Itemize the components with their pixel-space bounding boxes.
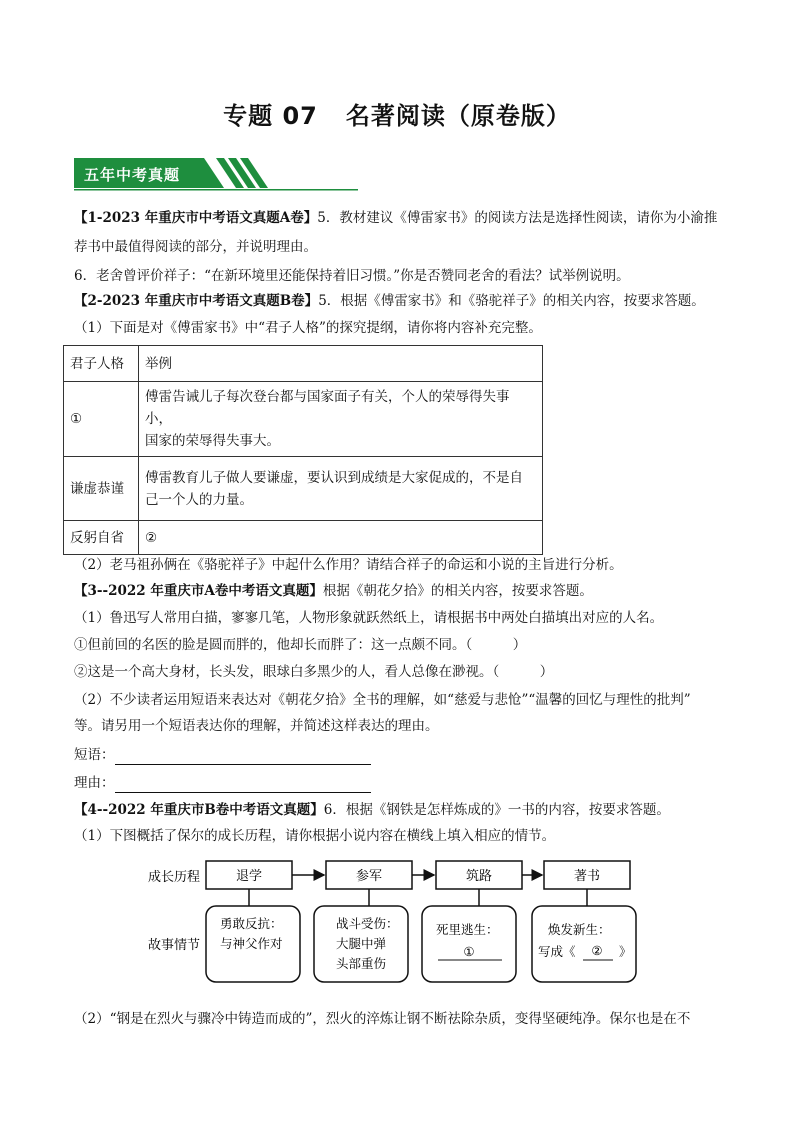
story-blank-marker: ② xyxy=(591,943,603,958)
stage-label: 筑路 xyxy=(465,869,493,884)
row-label-story: 故事情节 xyxy=(148,938,201,953)
growth-diagram xyxy=(140,856,650,990)
example-line: 国家的荣辱得失事大。 xyxy=(145,433,280,449)
story-text: 与神父作对 xyxy=(220,936,283,951)
junzi-table xyxy=(63,345,543,555)
q1-text: 5．教材建议《傅雷家书》的阅读方法是选择性阅读，请你为小渝推 xyxy=(317,210,718,226)
table-cell-example xyxy=(139,382,543,457)
table-cell-trait: 反躬自省 xyxy=(64,521,139,555)
q1-line1 xyxy=(74,208,717,228)
q3-item2: ②这是一个高大身材，长头发，眼球白多黑少的人，看人总像在渺视。（ ） xyxy=(74,664,554,680)
q3-sub2a: （2）不少读者运用短语来表达对《朝花夕拾》全书的理解，如“慈爱与悲怆”“温馨的回忆与理性的批判” xyxy=(74,692,691,708)
q2-sub1: （1）下面是对《傅雷家书》中“君子人格”的探究提纲，请你将内容补充完整。 xyxy=(74,320,542,336)
phrase-row xyxy=(74,745,371,765)
reason-label: 理由： xyxy=(74,775,115,791)
example-line: 己一个人的力量。 xyxy=(145,491,253,508)
q4-sub2: （2）“钢是在烈火与骤冷中铸造而成的”，烈火的淬炼让钢不断祛除杂质，变得坚硬纯净。保尔也是在不 xyxy=(74,1011,691,1027)
q4-sub1: （1）下图概括了保尔的成长历程，请你根据小说内容在横线上填入相应的情节。 xyxy=(74,828,556,844)
story-text: 大腿中弹 xyxy=(336,936,387,951)
q2-tag: 【2-2023 年重庆市中考语文真题B卷】 xyxy=(74,293,319,309)
q1-q6: 6．老舍曾评价祥子：“在新环境里还能保持着旧习惯。”你是否赞同老舍的看法？试举例说明。 xyxy=(74,268,630,284)
page-title xyxy=(0,96,794,131)
q4-text: 6．根据《钢铁是怎样炼成的》一书的内容，按要求答题。 xyxy=(323,802,670,818)
q2-sub2: （2）老马祖孙俩在《骆驼祥子》中起什么作用？请结合祥子的命运和小说的主旨进行分析。 xyxy=(74,557,623,573)
q1-tag: 【1-2023 年重庆市中考语文真题A卷】 xyxy=(74,210,318,226)
q4-line1 xyxy=(74,800,670,820)
example-line: 傅雷教育儿子做人要谦虚，要认识到成绩是大家促成的，不是自 xyxy=(145,469,523,486)
story-text: 死里逃生： xyxy=(436,922,499,937)
q3-sub2b: 等。请另用一个短语表达你的理解，并简述这样表达的理由。 xyxy=(74,718,439,734)
title-sub: 名著阅读（原卷版） xyxy=(345,102,571,130)
story-text: 头部重伤 xyxy=(336,956,387,971)
story-text: 勇敢反抗： xyxy=(220,916,283,931)
table-row xyxy=(64,521,543,555)
example-line: 傅雷告诫儿子每次登台都与国家面子有关，个人的荣辱得失事小， xyxy=(145,389,510,427)
phrase-label: 短语： xyxy=(74,747,115,763)
table-cell-trait: ① xyxy=(64,382,139,457)
q2-text: 5．根据《傅雷家书》和《骆驼祥子》的相关内容，按要求答题。 xyxy=(318,293,705,309)
q3-tag: 【3--2022 年重庆市A卷中考语文真题】 xyxy=(74,583,323,599)
story-blank-marker: ① xyxy=(463,944,475,959)
q2-line1 xyxy=(74,291,705,311)
table-row xyxy=(64,382,543,457)
stage-label: 参军 xyxy=(355,869,383,884)
phrase-blank[interactable] xyxy=(115,750,371,765)
table-cell-trait: 谦虚恭谨 xyxy=(64,457,139,521)
story-text: 焕发新生： xyxy=(548,922,611,937)
story-text: 战斗受伤： xyxy=(336,916,399,931)
table-cell-example xyxy=(139,457,543,521)
q3-sub1: （1）鲁迅写人常用白描，寥寥几笔，人物形象就跃然纸上，请根据书中两处白描填出对应的人名。 xyxy=(74,610,664,626)
stage-label: 退学 xyxy=(235,869,263,884)
table-header: 举例 xyxy=(139,346,543,382)
q4-tag: 【4--2022 年重庆市B卷中考语文真题】 xyxy=(74,802,324,818)
table-cell-example: ② xyxy=(139,521,543,555)
stage-label: 著书 xyxy=(573,869,601,884)
row-label-growth: 成长历程 xyxy=(148,870,201,885)
q3-item1: ①但前回的名医的脸是圆而胖的，他却长而胖了：这一点颇不同。（ ） xyxy=(74,637,527,653)
title-main: 专题 07 xyxy=(223,102,318,130)
table-row xyxy=(64,457,543,521)
table-header: 君子人格 xyxy=(64,346,139,382)
banner-label: 五年中考真题 xyxy=(84,166,181,184)
table-header-row xyxy=(64,346,543,382)
q1-line2: 荐书中最值得阅读的部分，并说明理由。 xyxy=(74,239,317,255)
q3-text: 根据《朝花夕拾》的相关内容，按要求答题。 xyxy=(322,583,593,599)
story-text: 》 xyxy=(619,944,632,959)
reason-row xyxy=(74,773,371,793)
story-text: 写成《 xyxy=(538,944,576,959)
q3-line1 xyxy=(74,581,593,601)
reason-blank[interactable] xyxy=(115,778,371,793)
